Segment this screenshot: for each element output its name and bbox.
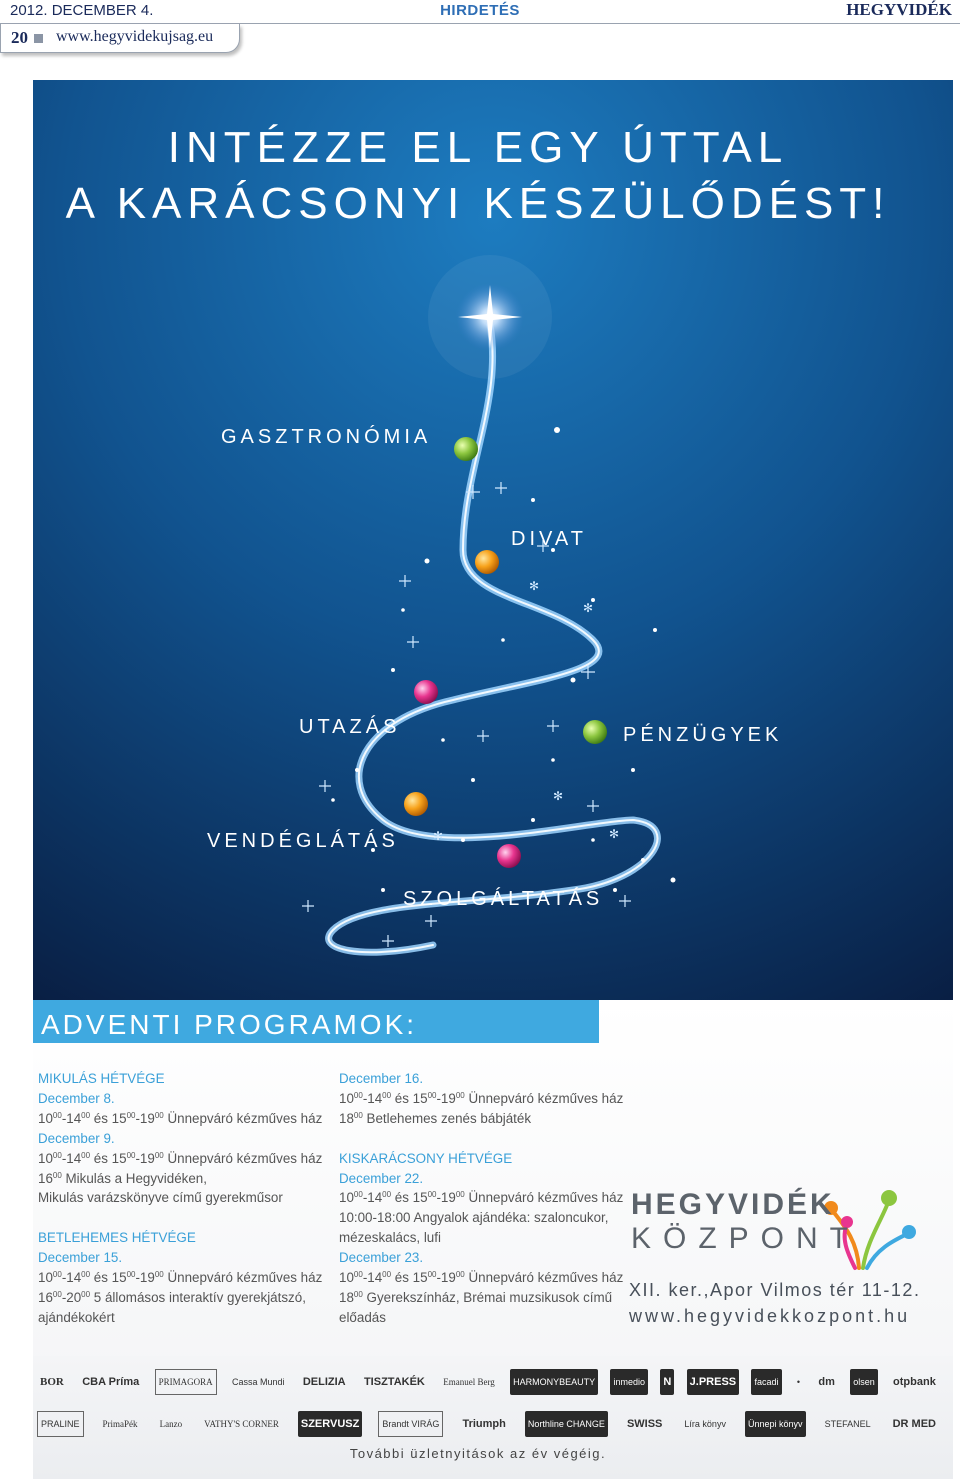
newspaper-url[interactable]: www.hegyvidekujsag.eu	[56, 28, 214, 45]
date-dec16: December 16.	[339, 1071, 424, 1086]
store-logo: dm	[818, 1376, 835, 1388]
store-logo: CBA Príma	[82, 1376, 140, 1388]
store-logo: J.PRESS	[687, 1369, 739, 1395]
store-logo: Northline CHANGE	[525, 1411, 608, 1437]
ornament-orange-2	[404, 792, 428, 816]
store-logo: Emanuel Berg	[443, 1377, 495, 1387]
store-logo: PrimaPék	[102, 1419, 138, 1429]
issue-date: 2012. DECEMBER 4.	[10, 2, 154, 19]
svg-text:✻: ✻	[553, 789, 564, 803]
label-vendeglatas: VENDÉGLÁTÁS	[207, 830, 399, 852]
store-logo: BOR	[40, 1376, 64, 1388]
date-dec8: December 8.	[38, 1090, 115, 1106]
kozpont-address: XII. ker.,Apor Vilmos tér 11-12.	[629, 1280, 921, 1300]
svg-text:✻: ✻	[433, 829, 444, 843]
kozpont-url[interactable]: www.hegyvidekkozpont.hu	[629, 1306, 911, 1326]
svg-text:✻: ✻	[529, 579, 540, 593]
label-penzugyek: PÉNZÜGYEK	[623, 724, 783, 746]
store-logo: Líra könyv	[684, 1419, 726, 1429]
weekend-title-kiskaracsony: KISKARÁCSONY HÉTVÉGE	[339, 1150, 513, 1166]
store-logo: olsen	[850, 1369, 878, 1395]
svg-text:✻: ✻	[583, 601, 594, 615]
ad-headline	[33, 120, 923, 232]
svg-text:✻: ✻	[609, 827, 620, 841]
store-logo: VATHY'S CORNER	[204, 1419, 279, 1429]
label-divat: DIVAT	[511, 528, 587, 550]
schedule-line: $18^{00}$ Gyerekszínház, Brémai muzsikusok című	[339, 1289, 613, 1305]
program-column-2	[339, 1069, 639, 1328]
store-logo: STEFANEL	[824, 1419, 871, 1429]
spacer	[339, 1129, 639, 1149]
store-logo: HARMONYBEAUTY	[510, 1369, 598, 1395]
schedule-line: ajándékokért	[38, 1309, 115, 1325]
store-logo: otpbank	[893, 1376, 936, 1388]
store-logo: •	[796, 1377, 800, 1387]
store-logo: inmedio	[610, 1369, 648, 1395]
program-title-bar	[33, 1000, 599, 1043]
advertisement	[33, 80, 953, 1479]
schedule-line: $10^{00}-14^{00}$ és $15^{00}-19^{00}$ Ünnepváró kézműves ház	[38, 1110, 323, 1126]
store-logo: Lanzo	[159, 1419, 183, 1429]
schedule-line: $10^{00}-14^{00}$ és $15^{00}-19^{00}$ Ünnepváró kézműves ház	[38, 1150, 323, 1166]
schedule-line: $10^{00}-14^{00}$ és $15^{00}-19^{00}$ Ünnepváró kézműves ház	[339, 1190, 624, 1206]
schedule-line: $10^{00}-14^{00}$ és $15^{00}-19^{00}$ Ünnepváró kézműves ház	[38, 1270, 323, 1286]
schedule-line: előadás	[339, 1309, 386, 1325]
store-logo: TISZTAKÉK	[363, 1376, 425, 1388]
store-logo: N	[660, 1369, 674, 1395]
store-logo: Cassa Mundi	[231, 1377, 285, 1387]
store-logo: PRIMAGORA	[155, 1369, 217, 1395]
schedule-line: $18^{00}$ Betlehemes zenés bábjáték	[339, 1110, 532, 1126]
store-logo: facadi	[751, 1369, 781, 1395]
program-column-1	[38, 1069, 328, 1328]
date-dec9: December 9.	[38, 1130, 115, 1146]
schedule-line: mézeskalács, lufi	[339, 1230, 441, 1246]
kozpont-name-line-2: KÖZPONT	[631, 1222, 861, 1255]
ornament-green-1	[454, 437, 478, 461]
ornament-pink-1	[414, 680, 438, 704]
store-logo: SZERVUSZ	[298, 1411, 362, 1437]
schedule-line: $10^{00}-14^{00}$ és $15^{00}-19^{00}$ Ünnepváró kézműves ház	[339, 1270, 624, 1286]
store-logo: Ünnepi könyv	[745, 1411, 806, 1437]
label-gasztronomia: GASZTRONÓMIA	[221, 426, 432, 448]
store-logo: Triumph	[462, 1418, 506, 1430]
store-logo: SWISS	[626, 1418, 663, 1430]
page-header	[0, 0, 960, 60]
weekend-title-betlehem: BETLEHEMES HÉTVÉGE	[38, 1230, 196, 1246]
date-dec22: December 22.	[339, 1170, 424, 1186]
label-szolgaltatas: SZOLGÁLTATÁS	[403, 888, 604, 910]
ornament-green-2	[583, 720, 607, 744]
spacer	[38, 1208, 328, 1228]
store-logo: DELIZIA	[302, 1376, 346, 1388]
schedule-line: $16^{00}-20^{00}$ 5 állomásos interaktív gyerekjátszó,	[38, 1289, 306, 1305]
footer-note: További üzletnyitások az év végéig.	[349, 1446, 607, 1461]
page-number: 20	[11, 28, 28, 47]
store-logos-row-1	[33, 1362, 943, 1402]
square-bullet-icon	[34, 34, 43, 43]
ornament-pink-2	[497, 844, 521, 868]
newspaper-brand: HEGYVIDÉK	[846, 0, 952, 19]
section-label: HIRDETÉS	[440, 2, 520, 19]
date-dec15: December 15.	[38, 1250, 123, 1266]
schedule-line: Mikulás varázskönyve című gyerekműsor	[38, 1190, 283, 1206]
headline-line-2: A KARÁCSONYI KÉSZÜLŐDÉST!	[65, 179, 891, 228]
weekend-title-mikulas: MIKULÁS HÉTVÉGE	[38, 1071, 165, 1086]
schedule-line: $10^{00}-14^{00}$ és $15^{00}-19^{00}$ Ünnepváró kézműves ház	[339, 1090, 624, 1106]
kozpont-name-line-1: HEGYVIDÉK	[631, 1188, 835, 1221]
store-logo: DR MED	[892, 1418, 936, 1430]
christmas-tree-visual	[33, 80, 953, 1000]
schedule-line: $16^{00}$ Mikulás a Hegyvidéken,	[38, 1170, 207, 1186]
store-logo: Brandt VIRÁG	[378, 1411, 443, 1437]
date-dec23: December 23.	[339, 1250, 424, 1266]
program-title: ADVENTI PROGRAMOK:	[41, 1009, 418, 1040]
headline-line-1: INTÉZZE EL EGY ÚTTAL	[167, 123, 789, 172]
store-logo: PRALINE	[37, 1411, 84, 1437]
ornament-orange-1	[475, 550, 499, 574]
label-utazas: UTAZÁS	[299, 716, 401, 738]
schedule-line: 10:00-18:00 Angyalok ajándéka: szaloncukor,	[339, 1210, 609, 1226]
page-tab	[0, 24, 240, 53]
store-logos-row-2	[33, 1404, 943, 1444]
